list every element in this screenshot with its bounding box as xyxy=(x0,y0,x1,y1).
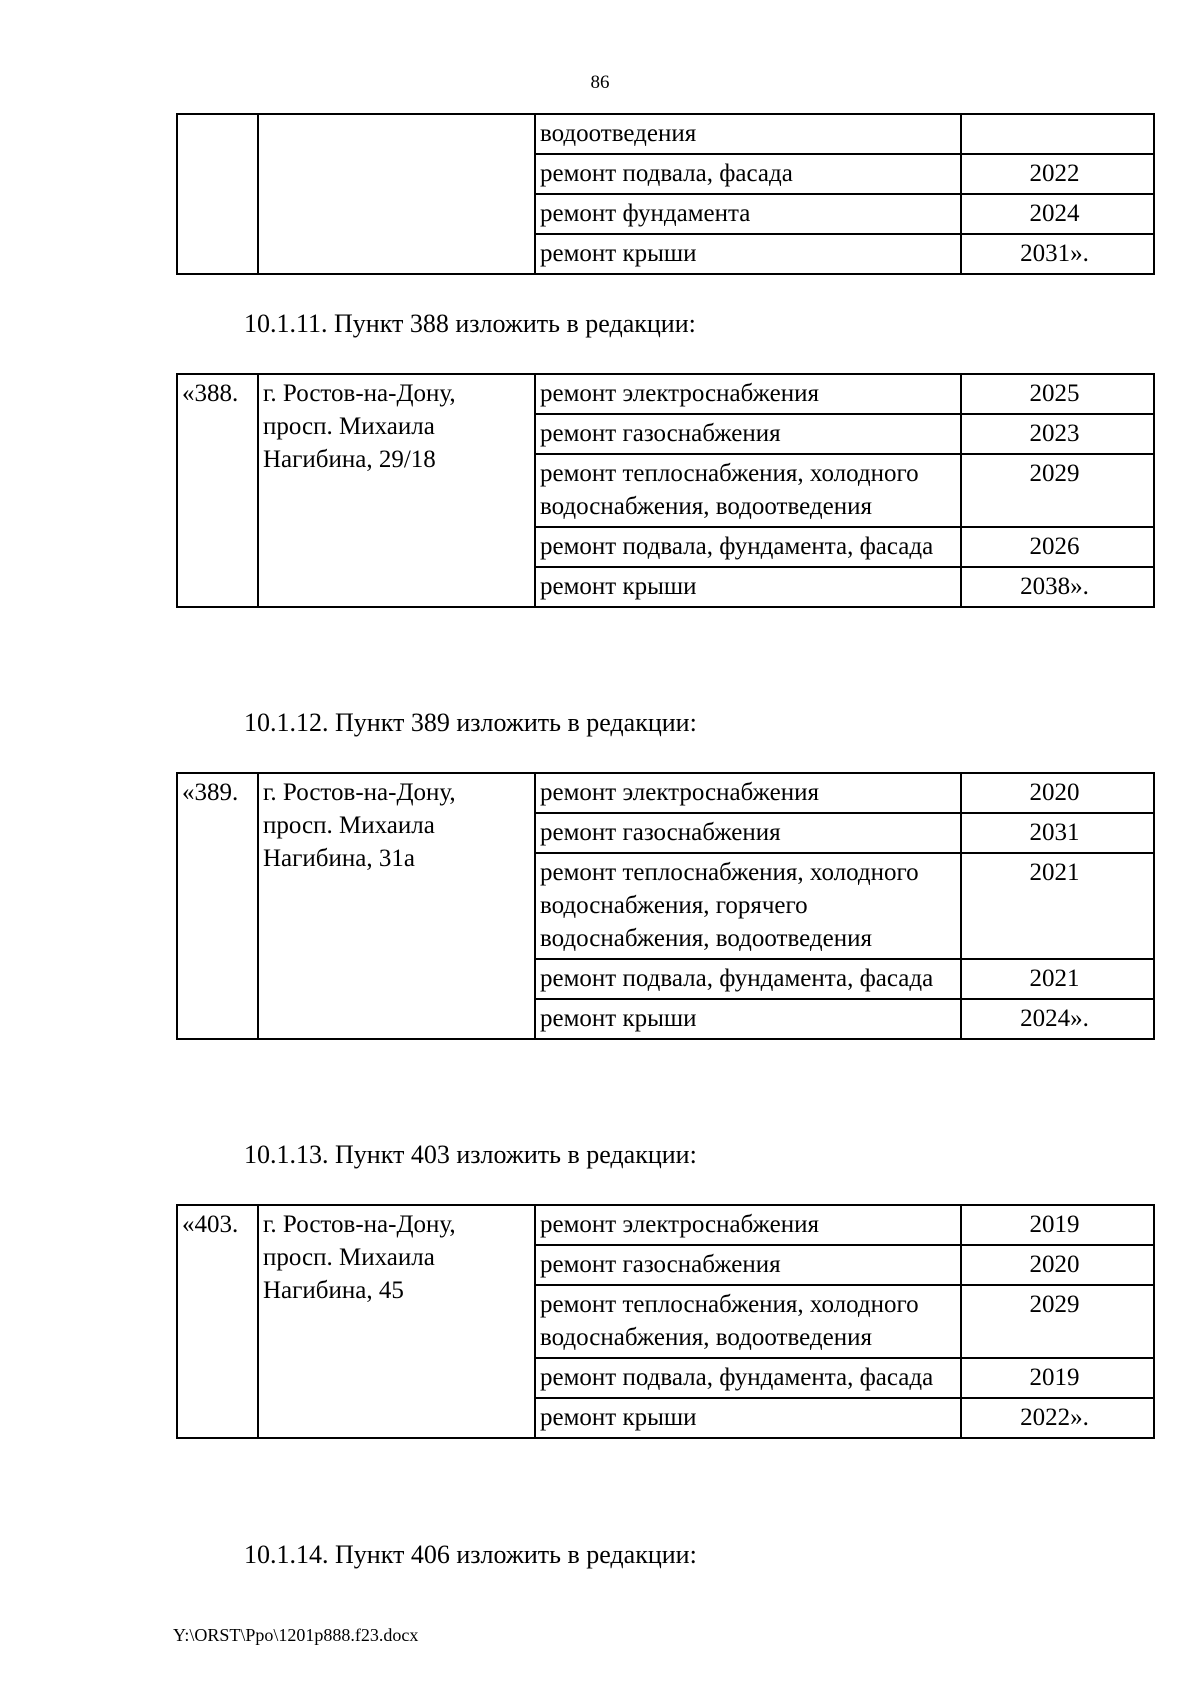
work-cell: ремонт электроснабжения xyxy=(535,1205,961,1245)
work-cell: ремонт крыши xyxy=(535,999,961,1039)
number-cell: «388. xyxy=(177,374,258,607)
year-cell: 2022 xyxy=(961,154,1154,194)
year-cell: 2019 xyxy=(961,1358,1154,1398)
year-cell: 2029 xyxy=(961,454,1154,527)
work-cell: ремонт электроснабжения xyxy=(535,773,961,813)
address-cell xyxy=(258,114,535,274)
section-heading: 10.1.12. Пункт 389 изложить в редакции: xyxy=(244,708,697,737)
year-cell: 2020 xyxy=(961,773,1154,813)
year-cell: 2024». xyxy=(961,999,1154,1039)
year-cell xyxy=(961,114,1154,154)
table-row xyxy=(177,773,1154,813)
work-cell: ремонт подвала, фундамента, фасада xyxy=(535,1358,961,1398)
work-cell: ремонт крыши xyxy=(535,1398,961,1438)
item-table-389 xyxy=(176,772,1155,1040)
table-row xyxy=(177,1205,1154,1245)
item-table-403 xyxy=(176,1204,1155,1439)
number-cell: «403. xyxy=(177,1205,258,1438)
work-cell: водоотведения xyxy=(535,114,961,154)
section-heading: 10.1.13. Пункт 403 изложить в редакции: xyxy=(244,1140,697,1169)
work-cell: ремонт теплоснабжения, холодного водоснабжения, водоотведения xyxy=(535,454,961,527)
work-cell: ремонт теплоснабжения, холодного водоснабжения, горячего водоснабжения, водоотведения xyxy=(535,853,961,959)
work-cell: ремонт крыши xyxy=(535,234,961,274)
year-cell: 2020 xyxy=(961,1245,1154,1285)
address-cell: г. Ростов-на-Дону, просп. Михаила Нагибина, 45 xyxy=(258,1205,535,1438)
year-cell: 2038». xyxy=(961,567,1154,607)
year-cell: 2022». xyxy=(961,1398,1154,1438)
address-cell: г. Ростов-на-Дону, просп. Михаила Нагибина, 31а xyxy=(258,773,535,1039)
year-cell: 2029 xyxy=(961,1285,1154,1358)
table-row xyxy=(177,114,1154,154)
table-row xyxy=(177,374,1154,414)
work-cell: ремонт газоснабжения xyxy=(535,414,961,454)
work-cell: ремонт подвала, фундамента, фасада xyxy=(535,959,961,999)
address-cell: г. Ростов-на-Дону, просп. Михаила Нагибина, 29/18 xyxy=(258,374,535,607)
work-cell: ремонт подвала, фундамента, фасада xyxy=(535,527,961,567)
footer-file-path: Y:\ORST\Ppo\1201p888.f23.docx xyxy=(173,1625,419,1645)
year-cell: 2019 xyxy=(961,1205,1154,1245)
work-cell: ремонт газоснабжения xyxy=(535,1245,961,1285)
work-cell: ремонт газоснабжения xyxy=(535,813,961,853)
work-cell: ремонт электроснабжения xyxy=(535,374,961,414)
number-cell: «389. xyxy=(177,773,258,1039)
item-table-388 xyxy=(176,373,1155,608)
work-cell: ремонт подвала, фасада xyxy=(535,154,961,194)
work-cell: ремонт крыши xyxy=(535,567,961,607)
section-heading: 10.1.14. Пункт 406 изложить в редакции: xyxy=(244,1540,697,1569)
year-cell: 2021 xyxy=(961,853,1154,959)
year-cell: 2023 xyxy=(961,414,1154,454)
number-cell xyxy=(177,114,258,274)
year-cell: 2031 xyxy=(961,813,1154,853)
section-heading: 10.1.11. Пункт 388 изложить в редакции: xyxy=(244,309,696,338)
year-cell: 2025 xyxy=(961,374,1154,414)
year-cell: 2026 xyxy=(961,527,1154,567)
page-number: 86 xyxy=(590,72,610,93)
year-cell: 2021 xyxy=(961,959,1154,999)
year-cell: 2024 xyxy=(961,194,1154,234)
work-cell: ремонт фундамента xyxy=(535,194,961,234)
continuation-table xyxy=(176,113,1155,275)
work-cell: ремонт теплоснабжения, холодного водоснабжения, водоотведения xyxy=(535,1285,961,1358)
year-cell: 2031». xyxy=(961,234,1154,274)
